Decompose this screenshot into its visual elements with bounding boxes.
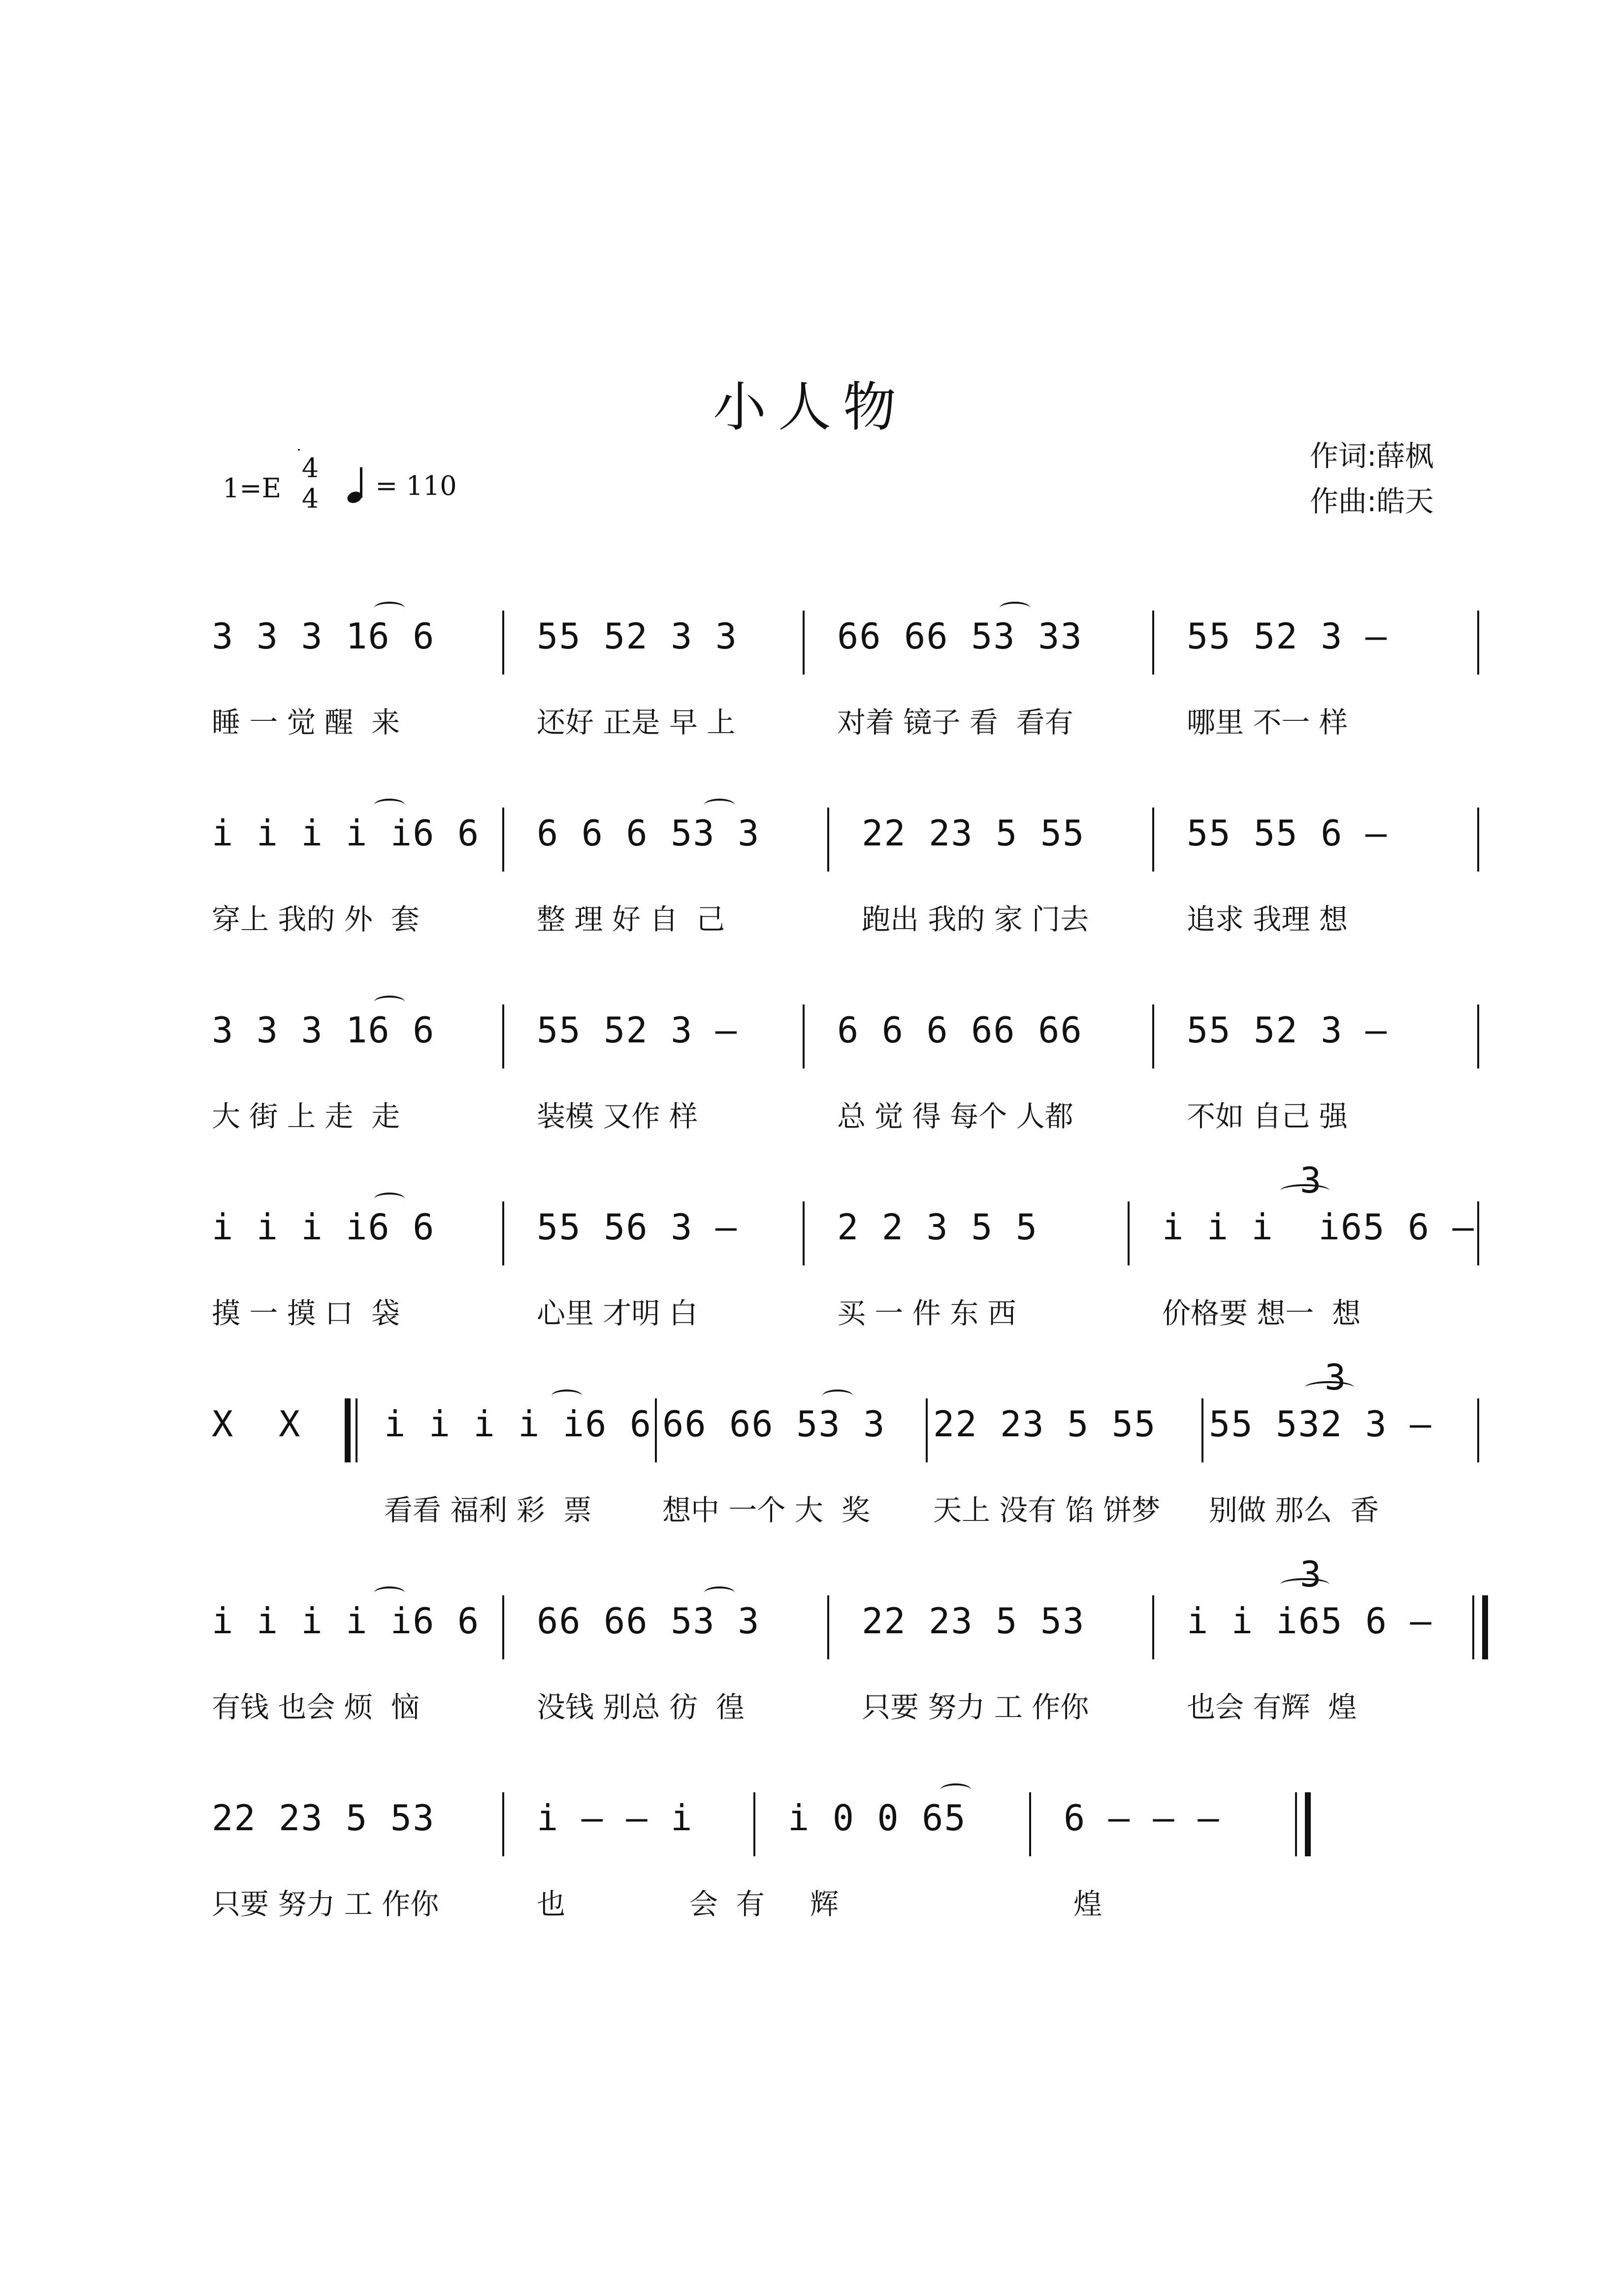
measure-prefix: X X: [212, 1403, 301, 1445]
lyric: 别做 那么 香: [1209, 1493, 1379, 1527]
lyricist: 作词:薛枫: [1310, 439, 1434, 473]
measure: 55 52 3 –: [537, 1009, 738, 1051]
lyric: 追求 我理 想: [1187, 903, 1348, 936]
measure: 6 6 6 53 3: [537, 812, 760, 854]
lyric: 想中 一个 大 奖: [662, 1493, 870, 1527]
measure: i i i i6 6: [212, 1206, 435, 1248]
tempo-mark: [347, 470, 457, 503]
measure: 55 52 3 3: [537, 615, 738, 657]
measure: 6 – – –: [1064, 1797, 1220, 1839]
lyric: 看看 福利 彩 票: [384, 1493, 592, 1527]
lyric: 跑出 我的 家 门去: [862, 903, 1089, 936]
lyric: 买 一 件 东 西: [837, 1296, 1016, 1330]
composer: 作曲:皓天: [1310, 485, 1434, 518]
measure: 22 23 5 55: [862, 812, 1085, 854]
key-signature: 1=E: [223, 473, 282, 504]
repeat-start: [345, 1398, 351, 1462]
triplet-mark: 3: [1325, 1357, 1347, 1398]
measure: 55 532 3 –: [1209, 1403, 1432, 1445]
measure: 66 66 53 33: [837, 615, 1083, 657]
lyric: 还好 正是 早 上: [537, 706, 736, 739]
lyric: 穿上 我的 外 套: [212, 903, 420, 936]
lyric: 天上 没有 馅 饼梦: [933, 1493, 1161, 1527]
measure: i 0 0 65: [788, 1797, 967, 1839]
repeat-end: [1482, 1595, 1488, 1659]
lyric: 摸 一 摸 口 袋: [212, 1296, 400, 1330]
final-barline: [1305, 1792, 1311, 1856]
triplet-mark: 3: [1300, 1160, 1323, 1201]
measure: i i i i i6 6: [212, 812, 480, 854]
measure: i – – i: [537, 1797, 693, 1839]
lyric: 整 理 好 自 己: [537, 903, 725, 936]
measure: 22 23 5 53: [862, 1600, 1085, 1642]
lyric: 哪里 不一 样: [1187, 706, 1348, 739]
credits: [1310, 433, 1434, 524]
song-title: 小人物: [713, 377, 908, 438]
measure: 55 52 3 –: [1187, 1009, 1388, 1051]
lyric: 总 觉 得 每个 人都: [837, 1099, 1073, 1133]
meter-top: 4: [301, 453, 319, 484]
lyric: 不如 自己 强: [1187, 1099, 1348, 1133]
lyric: 没钱 别总 彷 徨: [537, 1690, 745, 1724]
lyric: 装模 又作 样: [537, 1099, 698, 1133]
measure: 3 3 3 16 6: [212, 1009, 435, 1051]
measure: 3 3 3 16 6: [212, 615, 435, 657]
lyric: 大 街 上 走 走: [212, 1099, 400, 1133]
measure: 55 56 3 –: [537, 1206, 738, 1248]
measure: 2 2 3 5 5: [837, 1206, 1038, 1248]
lyric: 对着 镜子 看 看有: [837, 706, 1073, 739]
tempo-value: = 110: [375, 470, 457, 501]
measure: 22 23 5 53: [212, 1797, 435, 1839]
meter-bottom: 4: [301, 483, 319, 514]
lyric: 煌: [1073, 1887, 1102, 1921]
lyric: 会 有 辉: [689, 1887, 839, 1921]
lyric: 只要 努力 工 作你: [212, 1887, 439, 1921]
lyric: 有钱 也会 烦 恼: [212, 1690, 420, 1724]
measure: 22 23 5 55: [933, 1403, 1157, 1445]
lyric: 睡 一 觉 醒 来: [212, 706, 400, 739]
measure: 66 66 53 3: [537, 1600, 760, 1642]
meter-line: [298, 449, 300, 451]
measure: i i i i i6 6: [212, 1600, 480, 1642]
lyric: 也会 有辉 煌: [1187, 1690, 1357, 1724]
measure: 55 55 6 –: [1187, 812, 1388, 854]
measure: 6 6 6 66 66: [837, 1009, 1083, 1051]
lyric: 只要 努力 工 作你: [862, 1690, 1089, 1724]
measure: 55 52 3 –: [1187, 615, 1388, 657]
time-signature: [298, 453, 323, 514]
measure: 66 66 53 3: [662, 1403, 886, 1445]
lyric: 心里 才明 白: [537, 1296, 698, 1330]
quarter-note-icon: [347, 473, 367, 503]
triplet-mark: 3: [1300, 1553, 1323, 1595]
measure: i i i i i6 6: [384, 1403, 652, 1445]
lyric: 价格要 想一 想: [1162, 1296, 1361, 1330]
lyric: 也: [537, 1887, 566, 1921]
measure: i i i65 6 –: [1187, 1600, 1432, 1642]
measure: i i i i65 6 –: [1162, 1206, 1475, 1248]
